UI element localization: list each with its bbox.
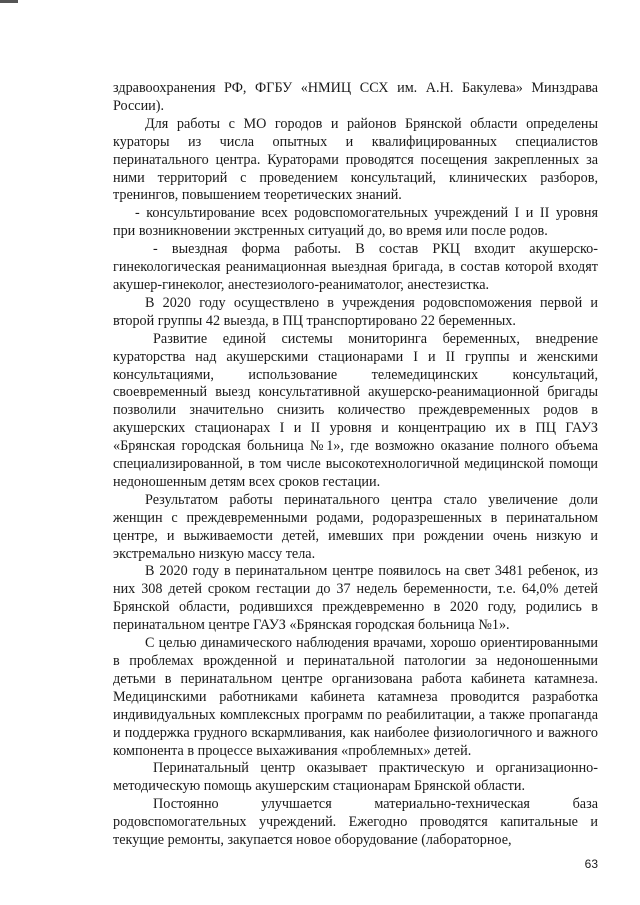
paragraph: Для работы с МО городов и районов Брянской области определены кураторы из числа опытных и квалифицированных специалистов перинатального центра. Кураторами проводятся посещения закрепленных за ними территорий с проведением консультаций, клинических разборов, тренингов, повышением теоретических знаний. [113,115,598,204]
scan-corner-mark [0,0,18,3]
paragraph: В 2020 году в перинатальном центре появилось на свет 3481 ребенок, из них 308 детей сроком гестации до 37 недель беременности, т.е. 64,0% детей Брянской области, родившихся преждевременно в 2020 году, родились в перинатальном центре ГАУЗ «Брянская городская больница №1». [113,563,598,634]
page-number: 63 [584,857,598,871]
paragraph: Результатом работы перинатального центра стало увеличение доли женщин с преждевременными родами, родоразрешенных в перинатальном центре, и выживаемости детей, имевших при рождении очень низкую и экстремально низкую массу тела. [113,491,598,562]
paragraph: - выездная форма работы. В состав РКЦ входит акушерско-гинекологическая реанимационная выездная бригада, в состав которой входят акушер-гинеколог, анестезиолого-реаниматолог, анестезистка. [113,241,598,293]
paragraph: Развитие единой системы мониторинга беременных, внедрение кураторства над акушерскими стационарами I и II группы и женскими консультациями, использование телемедицинских консультаций, своевременный выезд консультативной акушерско-реанимационной бригады позволили значительно снизить количество преждевременных родов в акушерских стационарах I и II уровня и концентрацию их в ПЦ ГАУЗ «Брянская городская больница №1», где возможно оказание полного объема специализированной, в том числе высокотехнологичной медицинской помощи недоношенным детям всех сроков гестации. [113,330,598,490]
paragraph-continuation: здравоохранения РФ, ФГБУ «НМИЦ ССХ им. А.Н. Бакулева» Минздрава России). [113,80,598,114]
paragraph: - консультирование всех родовспомогательных учреждений I и II уровня при возникновении экстренных ситуаций до, во время или после родов. [113,205,598,240]
paragraph: Постоянно улучшается материально-техническая база родовспомогательных учреждений. Ежегодно проводятся капитальные и текущие ремонты, закупается новое оборудование (лабораторное, [113,796,598,849]
paragraph: Перинатальный центр оказывает практическую и организационно-методическую помощь акушерским стационарам Брянской области. [113,760,598,795]
body-text [113,80,598,850]
paragraph: С целью динамического наблюдения врачами, хорошо ориентированными в проблемах врожденной и перинатальной патологии за недоношенными детьми в перинатальном центре организована работа кабинета катамнеза. Медицинскими работниками кабинета катамнеза проводится разработка индивидуальных комплексных программ по реабилитации, а также пропаганда и поддержка грудного вскармливания, как наиболее физиологичного и важного компонента в процессе выхаживания «проблемных» детей. [113,635,598,759]
paragraph: В 2020 году осуществлено в учреждения родовспоможения первой и второй группы 42 выезда, в ПЦ транспортировано 22 беременных. [113,294,598,329]
